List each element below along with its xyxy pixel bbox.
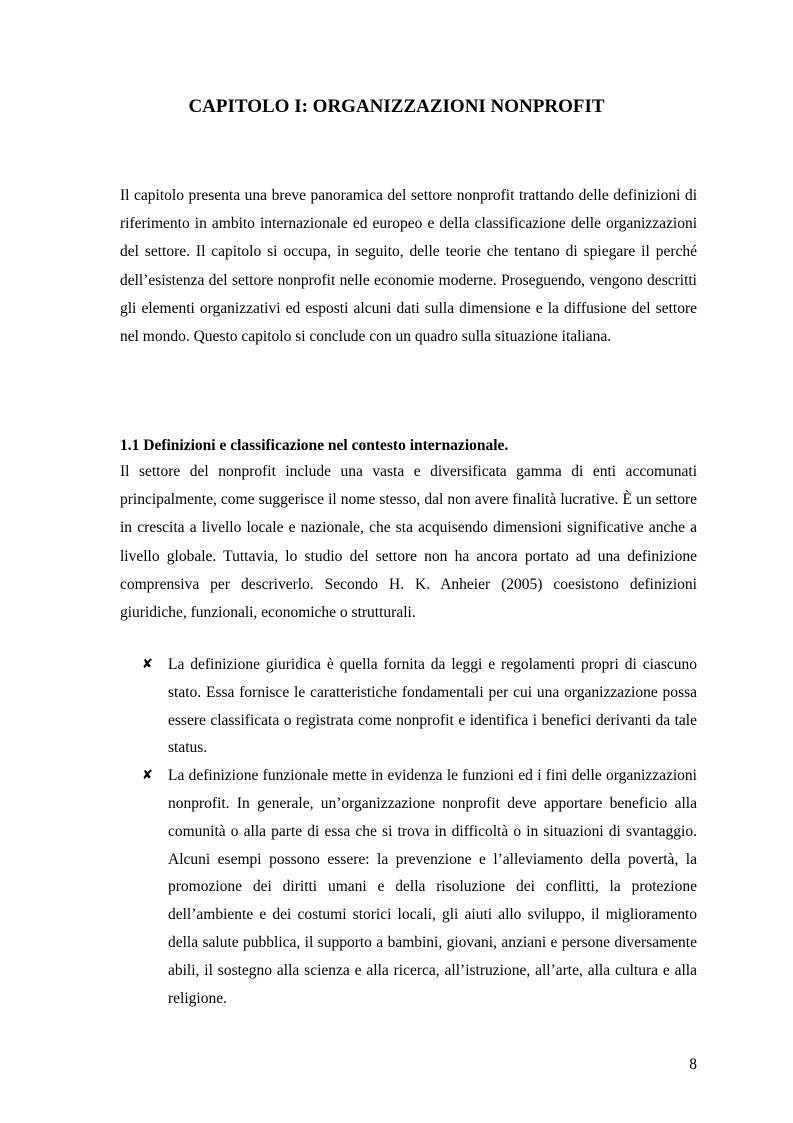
- page-number: 8: [689, 1056, 697, 1073]
- chapter-title: CAPITOLO I: ORGANIZZAZIONI NONPROFIT: [188, 96, 605, 117]
- list-item: [120, 762, 697, 1012]
- list-item-text: La definizione funzionale mette in evidenza le funzioni ed i fini delle organizzazioni nonprofit. In generale, un’organizzazione nonprofit deve apportare beneficio alla comunità o alla parte di essa che si trova in difficoltà o in situazioni di svantaggio. Alcuni esempi possono essere: la prevenzione e l’alleviamento della povertà, la promozione dei diritti umani e della risoluzione dei conflitti, la protezione dell’ambiente e dei costumi storici locali, gli aiuti allo sviluppo, il miglioramento della salute pubblica, il supporto a bambini, giovani, anziani e persone diversamente abili, il sostegno alla scienza e alla ricerca, all’istruzione, all’arte, alla cultura e alla religione.: [168, 767, 697, 1007]
- cross-mark-icon: ✘: [142, 768, 153, 784]
- definitions-list: [120, 651, 697, 1012]
- intro-paragraph: Il capitolo presenta una breve panoramica del settore nonprofit trattando delle definizioni di riferimento in ambito internazionale ed europeo e della classificazione delle organizzazioni del settore. Il capitolo si occupa, in seguito, delle teorie che tentano di spiegare il perché dell’esistenza del settore nonprofit nelle economie moderne. Proseguendo, vengono descritti gli elementi organizzativi ed esposti alcuni dati sulla dimensione e la diffusione del settore nel mondo. Questo capitolo si conclude con un quadro sulla situazione italiana.: [120, 187, 697, 346]
- section-heading: 1.1 Definizioni e classificazione nel contesto internazionale.: [120, 437, 509, 454]
- list-item: [120, 651, 697, 762]
- section-paragraph: Il settore del nonprofit include una vasta e diversificata gamma di enti accomunati principalmente, come suggerisce il nome stesso, dal non avere finalità lucrative. È un settore in crescita a livello locale e nazionale, che sta acquisendo dimensioni significative anche a livello globale. Tuttavia, lo studio del settore non ha ancora portato ad una definizione comprensiva per descriverlo. Secondo H. K. Anheier (2005) coesistono definizioni giuridiche, funzionali, economiche o strutturali.: [120, 463, 697, 622]
- list-item-text: La definizione giuridica è quella fornita da leggi e regolamenti propri di ciascuno stato. Essa fornisce le caratteristiche fondamentali per cui una organizzazione possa essere classificata o registrata come nonprofit e identifica i benefici derivanti da tale status.: [168, 656, 697, 757]
- cross-mark-icon: ✘: [142, 657, 153, 672]
